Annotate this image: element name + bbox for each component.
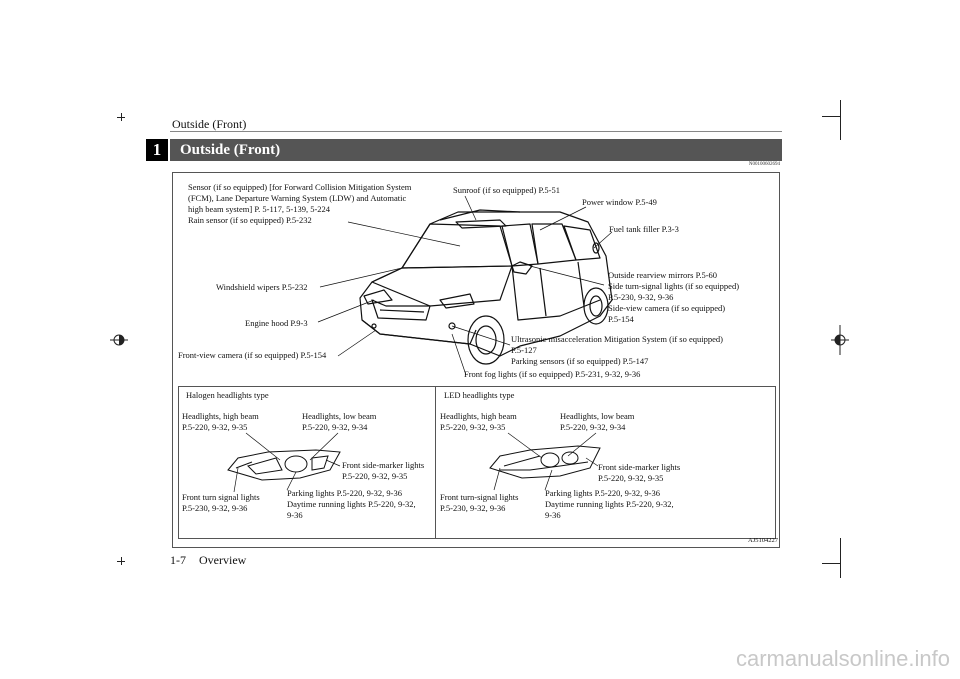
halogen-high-beam-pages: P.5-220, 9-32, 9-35 (182, 422, 248, 432)
halogen-turn-signal (182, 492, 260, 514)
callout-mirrors-line-1: Outside rearview mirrors P.5-60 (608, 270, 718, 280)
led-low-beam-pages: P.5-220, 9-32, 9-34 (560, 422, 626, 432)
callout-sunroof: Sunroof (if so equipped) P.5-51 (453, 185, 560, 195)
led-side-marker-pages: P.5-220, 9-32, 9-35 (598, 473, 664, 483)
led-side-marker (598, 462, 680, 484)
callout-mirrors-line-3: P.5-230, 9-32, 9-36 (608, 292, 674, 302)
callout-sensor-line-1: Sensor (if so equipped) [for Forward Collision Mitigation System (188, 182, 412, 192)
callout-sensor-line-3: high beam system] P. 5-117, 5-139, 5-224 (188, 204, 331, 214)
led-turn-signal (440, 492, 518, 514)
watermark[interactable]: carmanualsonline.info (735, 646, 950, 671)
figure-id: AJ5104227 (748, 537, 778, 544)
callout-mirrors-line-5: P.5-154 (608, 314, 634, 324)
halogen-low-beam-pages: P.5-220, 9-32, 9-34 (302, 422, 368, 432)
led-parking-line-1: Parking lights P.5-220, 9-32, 9-36 (545, 488, 660, 498)
led-side-marker-name: Front side-marker lights (598, 462, 681, 472)
led-high-beam-pages: P.5-220, 9-32, 9-35 (440, 422, 506, 432)
callout-mirrors-line-4: Side-view camera (if so equipped) (608, 303, 726, 313)
led-high-beam-name: Headlights, high beam (440, 411, 517, 421)
callout-rain-sensor: Rain sensor (if so equipped) P.5-232 (188, 215, 312, 225)
led-drl-line: Daytime running lights P.5-220, 9-32, (545, 499, 674, 509)
halogen-turn-signal-pages: P.5-230, 9-32, 9-36 (182, 503, 248, 513)
callout-sensor-line-2: (FCM), Lane Departure Warning System (LDW) and Automatic (188, 193, 407, 203)
halogen-parking (287, 488, 416, 521)
halogen-drl-line-2: 9-36 (287, 510, 303, 520)
halogen-low-beam-name: Headlights, low beam (302, 411, 377, 421)
led-low-beam (560, 411, 634, 433)
led-low-beam-name: Headlights, low beam (560, 411, 635, 421)
callout-ultrasonic (511, 334, 723, 367)
halogen-parking-line-1: Parking lights P.5-220, 9-32, 9-36 (287, 488, 402, 498)
halogen-high-beam (182, 411, 259, 433)
footer-section: Overview (199, 553, 247, 567)
led-parking (545, 488, 674, 521)
callout-sensor (188, 182, 411, 226)
callout-hood: Engine hood P.9-3 (245, 318, 308, 328)
led-box-title: LED headlights type (444, 390, 515, 400)
led-turn-signal-name: Front turn-signal lights (440, 492, 519, 502)
led-turn-signal-pages: P.5-230, 9-32, 9-36 (440, 503, 506, 513)
halogen-drl-line: Daytime running lights P.5-220, 9-32, (287, 499, 416, 509)
halogen-side-marker-pages: P.5-220, 9-32, 9-35 (342, 471, 408, 481)
led-high-beam (440, 411, 517, 433)
led-drl-line-2: 9-36 (545, 510, 561, 520)
halogen-low-beam (302, 411, 376, 433)
callout-fog-lights: Front fog lights (if so equipped) P.5-231, 9-32, 9-36 (464, 369, 641, 379)
callout-mirrors-line-2: Side turn-signal lights (if so equipped) (608, 281, 740, 291)
halogen-box-title: Halogen headlights type (186, 390, 269, 400)
callout-parking-sensors: Parking sensors (if so equipped) P.5-147 (511, 356, 649, 366)
callout-power-window: Power window P.5-49 (582, 197, 657, 207)
callout-fuel-filler: Fuel tank filler P.3-3 (609, 224, 679, 234)
halogen-high-beam-name: Headlights, high beam (182, 411, 259, 421)
reference-code: N00100602694 (748, 162, 780, 167)
callout-ultrasonic-line-2: P.5-127 (511, 345, 537, 355)
section-title: Outside (Front) (180, 142, 281, 158)
halogen-side-marker (342, 460, 424, 482)
page-header-title: Outside (Front) (172, 117, 247, 131)
page-number: 1-7 (170, 553, 186, 567)
halogen-side-marker-name: Front side-marker lights (342, 460, 425, 470)
callout-ultrasonic-line-1: Ultrasonic misacceleration Mitigation System (if so equipped) (511, 334, 723, 344)
section-number-tab: 1 (146, 139, 168, 161)
callout-wipers: Windshield wipers P.5-232 (216, 282, 308, 292)
page-footer (170, 553, 246, 568)
callout-front-camera: Front-view camera (if so equipped) P.5-154 (178, 350, 327, 360)
halogen-turn-signal-name: Front turn signal lights (182, 492, 260, 502)
callout-mirrors (608, 270, 739, 325)
